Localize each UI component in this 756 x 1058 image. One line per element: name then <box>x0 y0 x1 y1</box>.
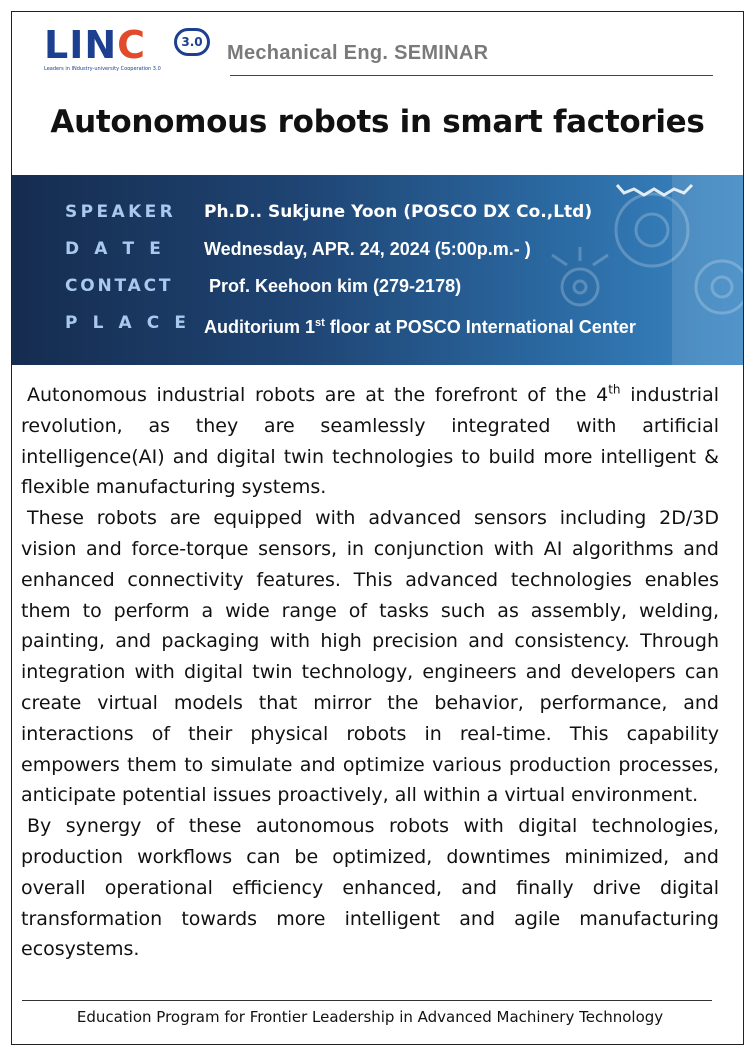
seminar-poster <box>11 11 744 1045</box>
linc-logo <box>44 23 214 82</box>
abstract-paragraph-1 <box>21 380 719 503</box>
footer-text: Education Program for Frontier Leadership in Advanced Machinery Technology <box>76 1008 664 1026</box>
abstract-p1-end: industrial revolution, as they are seamlessly integrated with artificial intelligence(AI) and digital twin technologies to build more intelligent & flexible manufacturing systems. <box>21 384 720 499</box>
seminar-title: Autonomous robots in smart factories <box>50 104 705 140</box>
abstract-p1-superscript: th <box>608 382 621 397</box>
linc-logo-version-badge: 3.0 <box>174 28 210 56</box>
place-value <box>204 308 636 342</box>
seminar-label: Mechanical Eng. SEMINAR <box>227 42 489 64</box>
poster-header <box>12 12 743 90</box>
footer-divider <box>22 1000 712 1001</box>
contact-value: Prof. Keehoon kim (279-2178) <box>204 276 462 296</box>
info-banner <box>12 175 743 365</box>
abstract <box>21 380 719 965</box>
place-value-end: floor at POSCO International Center <box>324 317 636 337</box>
abstract-paragraph-3: By synergy of these autonomous robots with digital technologies, production workflows can be optimized, downtimes minimized, and overall operational efficiency enhanced, and finally drive digital transformation towards more intelligent and agile manufacturing ecosystems. <box>21 815 719 961</box>
place-label: P L A C E <box>65 313 191 333</box>
contact-label: CONTACT <box>65 276 174 296</box>
date-value: Wednesday, APR. 24, 2024 (5:00p.m.- ) <box>204 239 531 259</box>
abstract-paragraph-2: These robots are equipped with advanced sensors including 2D/3D vision and force-torque sensors, in conjunction with AI algorithms and enhanced connectivity features. This advanced technologies enables them to perform a wide range of tasks such as assembly, welding, painting, and packaging with high precision and consistency. Through integration with digital twin technology, engineers and developers can create virtual models that mirror the behavior, performance, and interactions of their physical robots in real-time. This capability empowers them to simulate and optimize various production processes, anticipate potential issues proactively, all within a virtual environment. <box>21 507 719 807</box>
date-label: D A T E <box>65 239 166 259</box>
speaker-value: Ph.D.. Sukjune Yoon (POSCO DX Co.,Ltd) <box>204 202 593 222</box>
header-divider <box>230 75 713 76</box>
linc-logo-subtitle: Leaders in INdustry-university Cooperation 3.0 <box>44 66 161 72</box>
place-value-start: Auditorium 1 <box>204 317 315 337</box>
place-value-superscript: st <box>315 317 325 329</box>
linc-logo-wordmark: LINC <box>44 23 147 67</box>
speaker-label: SPEAKER <box>65 202 177 222</box>
abstract-p1-start: Autonomous industrial robots are at the forefront of the 4 <box>27 384 609 406</box>
